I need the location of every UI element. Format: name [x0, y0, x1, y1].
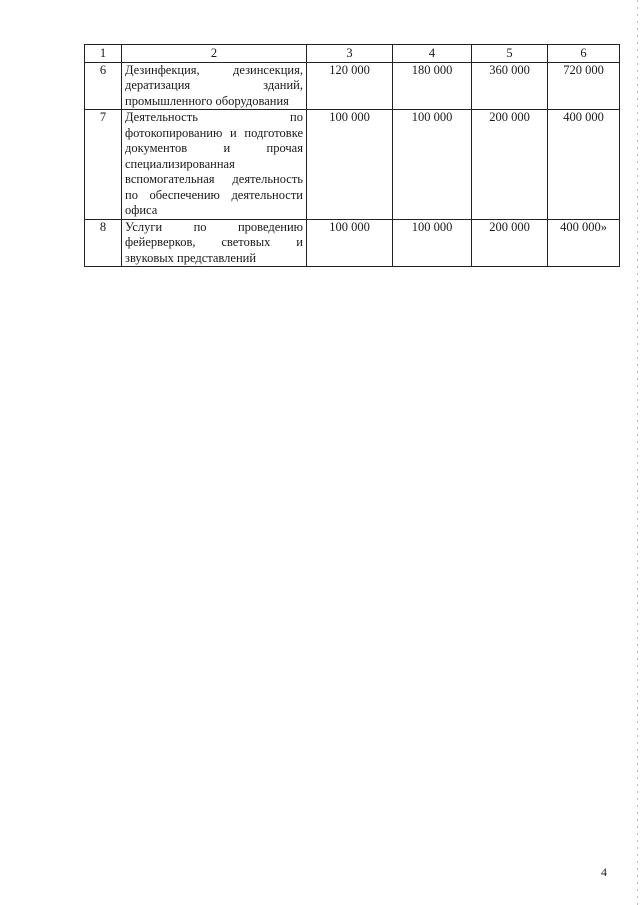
value-col-3: 100 000 [307, 110, 393, 220]
table-row [85, 62, 620, 110]
table-row [85, 110, 620, 220]
activity-description: Деятельность по фотокопированию и подготовке документов и прочая специализированная вспомогательная деятельность по обеспечению деятельности офиса [122, 110, 307, 220]
row-number: 6 [85, 62, 122, 110]
column-header: 6 [548, 45, 620, 63]
value-col-6: 400 000 [548, 110, 620, 220]
column-header: 3 [307, 45, 393, 63]
value-col-5: 200 000 [472, 219, 548, 267]
value-col-4: 100 000 [393, 219, 472, 267]
value-col-6: 400 000» [548, 219, 620, 267]
column-header: 4 [393, 45, 472, 63]
value-col-5: 360 000 [472, 62, 548, 110]
activity-description: Дезинфекция, дезинсекция, дератизация зданий, промышленного оборудования [122, 62, 307, 110]
value-col-6: 720 000 [548, 62, 620, 110]
value-col-4: 100 000 [393, 110, 472, 220]
value-col-4: 180 000 [393, 62, 472, 110]
column-header: 1 [85, 45, 122, 63]
column-header: 2 [122, 45, 307, 63]
data-table [84, 44, 620, 267]
table-header-row [85, 45, 620, 63]
row-number: 8 [85, 219, 122, 267]
value-col-3: 120 000 [307, 62, 393, 110]
page-number: 4 [601, 865, 607, 879]
scan-edge-divider [637, 0, 638, 905]
row-number: 7 [85, 110, 122, 220]
value-col-5: 200 000 [472, 110, 548, 220]
value-col-3: 100 000 [307, 219, 393, 267]
column-header: 5 [472, 45, 548, 63]
table-row [85, 219, 620, 267]
activity-description: Услуги по проведению фейерверков, световых и звуковых представлений [122, 219, 307, 267]
